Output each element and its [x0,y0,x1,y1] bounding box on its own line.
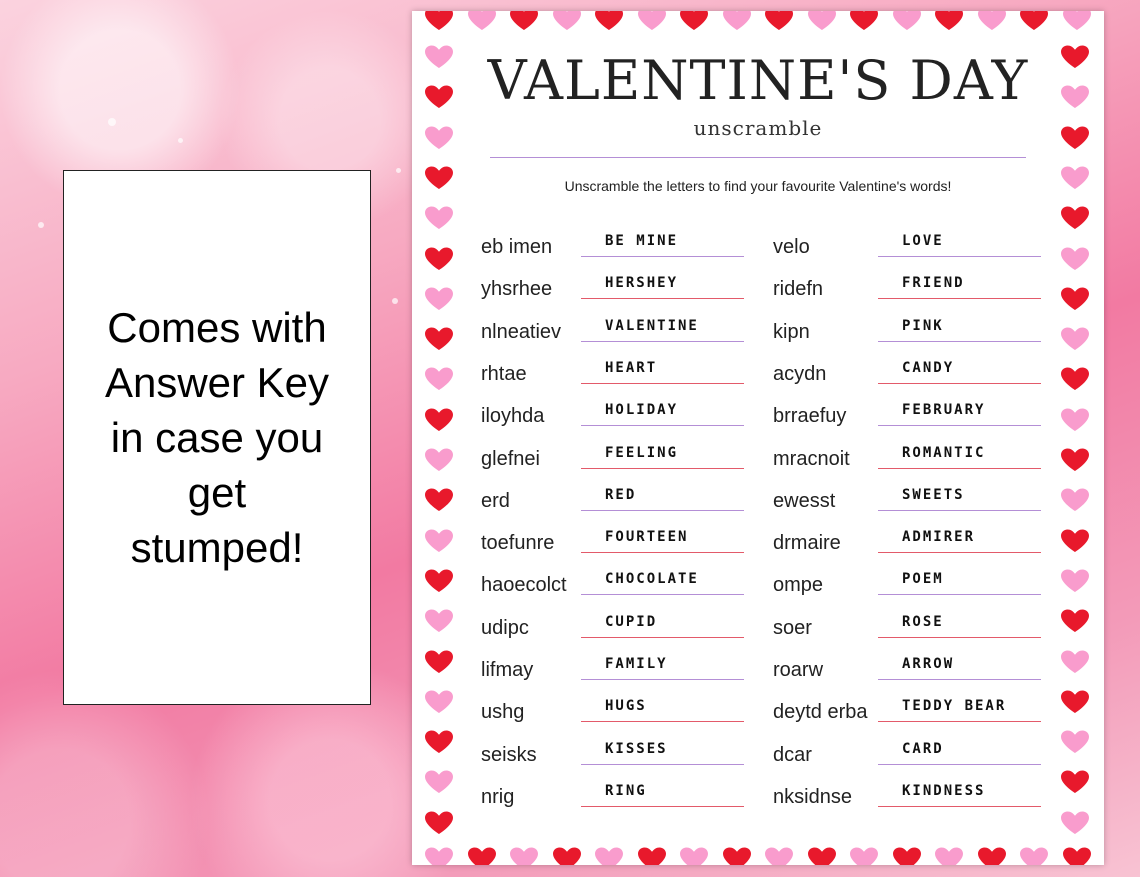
worksheet-subtitle: unscramble [693,116,823,140]
answer-word: TEDDY BEAR [902,698,1007,715]
answer-word: HERSHEY [605,275,679,292]
answer-line [581,468,744,469]
heart-icon [934,11,964,31]
scrambled-word: roarw [773,659,824,681]
word-row [773,226,1043,262]
scrambled-word: erd [481,489,510,512]
heart-icon [722,11,752,31]
bokeh-dot [396,168,401,173]
instructions: Unscramble the letters to find your favourite Valentine's words! [564,178,952,194]
answer-word: ARROW [902,656,955,672]
answer-line [581,256,744,257]
heart-icon [764,847,794,865]
heart-icon [977,11,1007,31]
worksheet [412,11,1104,865]
word-row [481,311,746,347]
heart-icon [1019,847,1049,865]
answer-line [581,764,744,765]
answer-line [878,637,1041,638]
scrambled-word: seisks [481,743,537,766]
answer-line [581,298,744,299]
word-row [773,311,1043,347]
word-row [481,607,746,643]
answer-line [581,341,744,342]
answer-word: CANDY [902,359,955,376]
heart-icon [1060,690,1090,714]
heart-icon [807,847,837,865]
heart-icon [679,11,709,31]
bokeh-dot [38,222,44,228]
answer-line [581,425,744,426]
heart-icon [1060,247,1090,271]
scrambled-word: velo [773,236,810,258]
answer-word: KISSES [605,740,668,757]
heart-icon [1060,206,1090,230]
scrambled-word: nrig [481,785,515,808]
answer-line [878,679,1041,680]
answer-word: SWEETS [902,486,965,503]
answer-line [581,721,744,722]
heart-icon [424,367,454,391]
word-row [481,268,746,304]
answer-word: RED [605,486,637,503]
worksheet-title: VALENTINE'S DAY [487,49,1029,112]
heart-icon [892,847,922,865]
answer-line [581,510,744,511]
heart-icon [807,11,837,31]
answer-line [581,383,744,384]
answer-line [878,341,1041,342]
bokeh-dot [108,118,116,126]
word-row [481,480,746,516]
answer-word: ROSE [902,613,944,630]
heart-icon [552,11,582,31]
heart-icon [1060,811,1090,835]
word-row [481,691,746,727]
answer-word: KINDNESS [902,782,986,799]
answer-line [581,594,744,595]
scrambled-word: deytd erba [773,701,868,724]
scrambled-word: toefunre [481,532,555,555]
answer-line [878,764,1041,765]
heart-icon [424,247,454,271]
heart-icon [1060,730,1090,754]
word-row [773,480,1043,516]
heart-icon [679,847,709,865]
heart-icon [1060,650,1090,674]
scrambled-word: drmaire [773,532,841,555]
word-row [481,734,746,770]
answer-word: HUGS [605,698,647,715]
scrambled-word: ridefn [773,278,824,301]
heart-icon [424,488,454,512]
answer-word: CARD [902,740,944,757]
heart-icon [424,569,454,593]
heart-icon [424,206,454,230]
word-row [773,522,1043,558]
heart-icon [424,650,454,674]
heart-icon [424,730,454,754]
answer-word: CUPID [605,613,658,630]
word-row [481,438,746,474]
answer-word: CHOCOLATE [605,571,699,588]
scrambled-word: nksidnse [773,785,852,808]
answer-key-note-card [63,170,371,705]
word-row [481,395,746,431]
answer-word: POEM [902,571,944,588]
heart-icon [1019,11,1049,31]
word-row [481,353,746,389]
heart-icon [467,11,497,31]
answer-line [878,256,1041,257]
answer-word: BE MINE [605,233,679,249]
word-row [773,564,1043,600]
answer-line [581,679,744,680]
word-row [481,649,746,685]
bokeh-dot [178,138,183,143]
answer-word: ROMANTIC [902,444,986,461]
heart-icon [1060,287,1090,311]
heart-icon [594,11,624,31]
heart-icon [424,448,454,472]
scrambled-word: glefnei [481,447,540,470]
answer-line [878,806,1041,807]
heart-icon [424,811,454,835]
answer-word: FEELING [605,444,679,461]
answer-line [581,637,744,638]
heart-icon [1060,569,1090,593]
scrambled-word: haoecolct [481,574,567,597]
heart-icon [637,847,667,865]
word-row [773,395,1043,431]
word-row [773,268,1043,304]
heart-icon [424,847,454,865]
heart-icon [1060,327,1090,351]
heart-icon [424,690,454,714]
heart-icon [594,847,624,865]
word-row [481,522,746,558]
answer-line [878,425,1041,426]
heart-icon [424,408,454,432]
heart-icon [637,11,667,31]
heart-icon [1062,11,1092,31]
answer-line [878,721,1041,722]
heart-icon [424,529,454,553]
heart-icon [424,609,454,633]
answer-line [878,383,1041,384]
answer-word: RING [605,782,647,799]
heart-icon [1060,609,1090,633]
heart-icon [1060,770,1090,794]
word-row [481,226,746,262]
heart-icon [1060,367,1090,391]
answer-word: FEBRUARY [902,402,986,419]
title-divider [490,157,1026,158]
heart-icon [849,11,879,31]
heart-icon [722,847,752,865]
heart-icon [552,847,582,865]
heart-icon [977,847,1007,865]
scrambled-word: yhsrhee [481,278,553,301]
answer-word: PINK [902,317,944,334]
scrambled-word: eb imen [481,236,553,258]
heart-icon [509,847,539,865]
answer-line [878,594,1041,595]
heart-icon [1060,448,1090,472]
answer-word: ADMIRER [902,529,976,546]
answer-word: LOVE [902,233,944,249]
word-row [773,353,1043,389]
scrambled-word: udipc [481,616,529,639]
answer-line [878,468,1041,469]
answer-key-note: Comes with Answer Key in case you get stumped! [104,304,330,571]
answer-word: FRIEND [902,275,965,292]
scrambled-word: rhtae [481,362,527,385]
scrambled-word: dcar [773,743,812,766]
heart-icon [467,847,497,865]
answer-line [581,806,744,807]
heart-icon [1060,408,1090,432]
answer-word: HOLIDAY [605,402,679,419]
scrambled-word: ushg [481,701,525,724]
heart-icon [849,847,879,865]
scrambled-word: ewesst [773,489,836,512]
word-row [773,734,1043,770]
word-row [773,691,1043,727]
word-row [773,438,1043,474]
answer-word: VALENTINE [605,317,699,334]
scrambled-word: nlneatiev [481,320,562,343]
scrambled-word: brraefuy [773,405,847,428]
answer-word: HEART [605,359,658,376]
answer-line [581,552,744,553]
scrambled-word: iloyhda [481,405,545,428]
answer-word: FOURTEEN [605,529,689,546]
word-row [481,564,746,600]
scrambled-word: soer [773,616,812,639]
scrambled-word: acydn [773,362,827,385]
word-row [481,776,746,812]
heart-icon [424,770,454,794]
heart-icon [1060,488,1090,512]
word-row [773,649,1043,685]
heart-icon [424,11,454,31]
heart-icon [509,11,539,31]
answer-line [878,298,1041,299]
scrambled-word: mracnoit [773,447,850,470]
answer-word: FAMILY [605,656,668,672]
heart-icon [764,11,794,31]
heart-icon [892,11,922,31]
scrambled-word: ompe [773,574,824,597]
answer-line [878,552,1041,553]
heart-icon [424,287,454,311]
heart-icon [1062,847,1092,865]
word-row [773,776,1043,812]
answer-line [878,510,1041,511]
heart-icon [424,327,454,351]
bokeh-dot [392,298,398,304]
heart-icon [1060,529,1090,553]
heart-icon [934,847,964,865]
word-row [773,607,1043,643]
scrambled-word: lifmay [481,659,534,681]
scrambled-word: kipn [773,320,810,343]
